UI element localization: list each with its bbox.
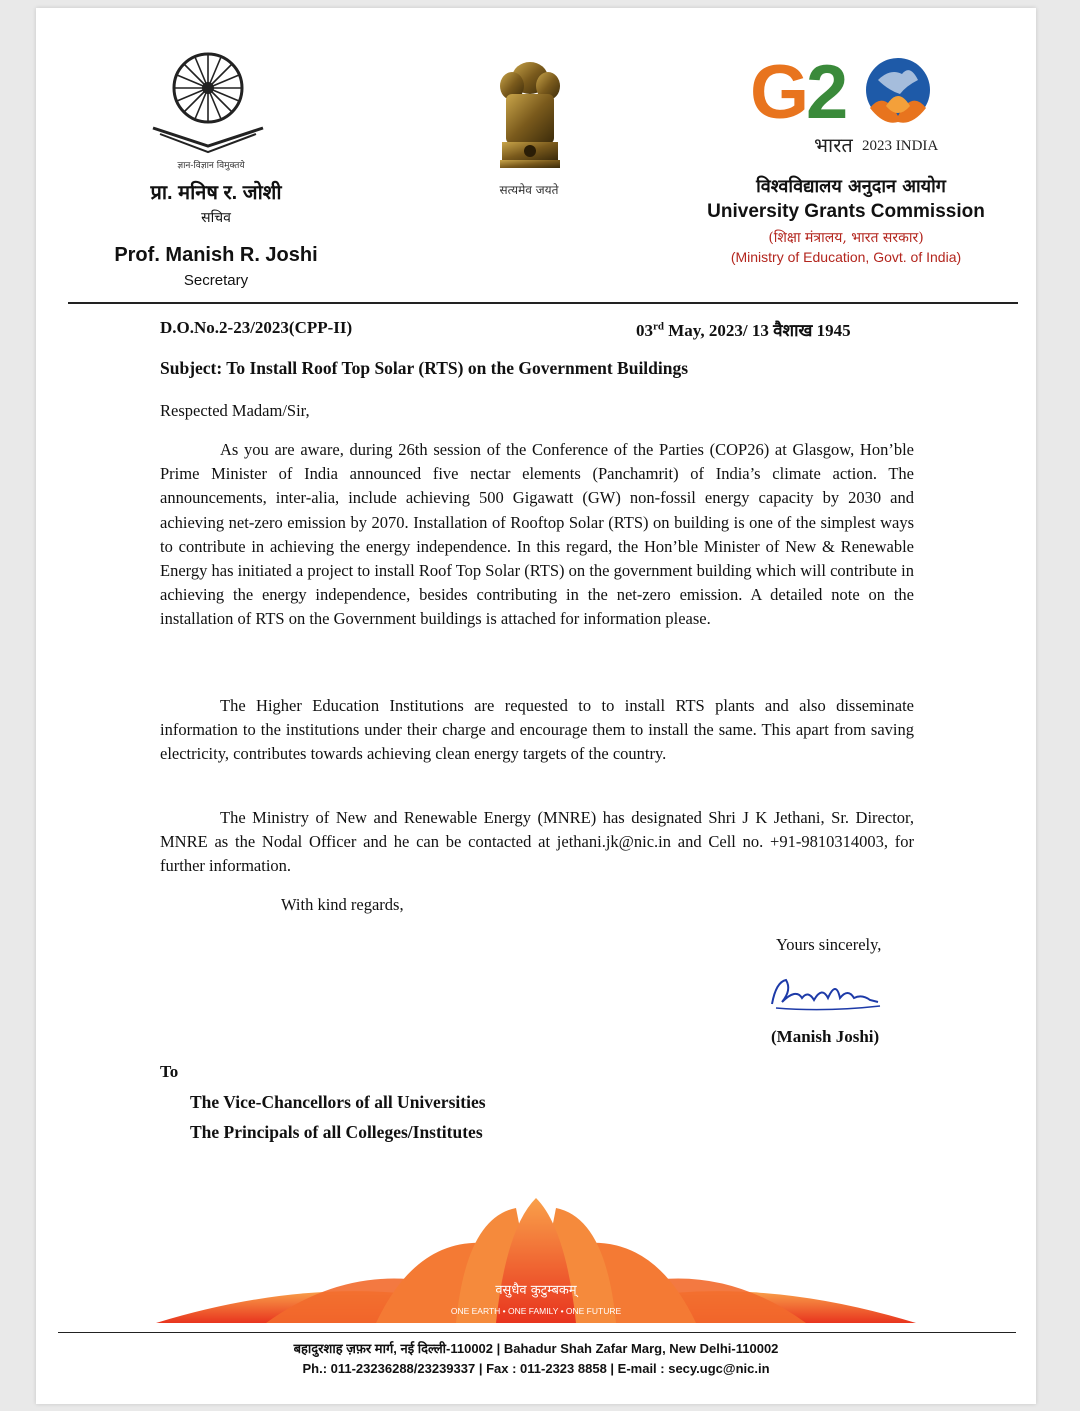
footer-address: बहादुरशाह ज़फ़र मार्ग, नई दिल्ली-110002 | Bahadur Shah Zafar Marg, New Delhi-110002 — [293, 1341, 779, 1356]
body-paragraph: The Higher Education Institutions are requested to to install RTS plants and also disseminate information to the institutions under their charge and encourage them to install the same. This apart from saving electricity, contributes towards achieving clean energy targets of the country. — [160, 696, 914, 764]
letter-page — [36, 8, 1036, 1404]
ministry-name: (Ministry of Education, Govt. of India) — [730, 249, 962, 265]
reference-number: D.O.No.2-23/2023(CPP-II) — [160, 318, 353, 337]
salutation: Respected Madam/Sir, — [160, 401, 310, 420]
ugc-name: University Grants Commission — [707, 201, 985, 222]
footer-contact: Ph.: 011-23236288/23239337 | Fax : 011-2323 8858 | E-mail : secy.ugc@nic.in — [302, 1361, 770, 1376]
ugc-emblem-icon — [148, 46, 268, 156]
secretary-name-hindi: प्रा. मनिष र. जोशी — [150, 182, 282, 204]
svg-text:G: G — [750, 50, 810, 135]
date-rest: May, 2023/ 13 वैशाख 1945 — [664, 321, 851, 340]
body-paragraph: The Ministry of New and Renewable Energy (MNRE) has designated Shri J K Jethani, Sr. Director, MNRE as the Nodal Officer and he can be contacted at jethani.jk@nic.in and Cell no. +91-9810314003, for further information. — [160, 808, 914, 876]
footer-divider — [58, 1332, 1016, 1333]
secretary-title-hindi: सचिव — [201, 209, 231, 225]
signature-icon — [766, 968, 886, 1018]
addressee-line: The Vice-Chancellors of all Universities — [190, 1092, 486, 1112]
secretary-name: Prof. Manish R. Joshi — [114, 244, 318, 266]
letter-date — [636, 318, 851, 341]
signer-name: (Manish Joshi) — [771, 1027, 880, 1046]
ashoka-emblem-icon — [490, 56, 570, 181]
closing-line: Yours sincerely, — [776, 935, 882, 954]
addressee-line: The Principals of all Colleges/Institutes — [190, 1122, 483, 1142]
to-label: To — [160, 1062, 179, 1081]
emblem-caption: ज्ञान-विज्ञान विमुक्तये — [177, 161, 245, 171]
secretary-title: Secretary — [183, 272, 249, 289]
national-motto: सत्यमेव जयते — [499, 183, 559, 197]
lotus-banner-icon — [156, 1198, 916, 1328]
svg-text:2: 2 — [806, 50, 849, 135]
subject-line: Subject: To Install Roof Top Solar (RTS) on the Government Buildings — [160, 358, 689, 378]
date-day: 03 — [636, 321, 653, 340]
g20-logo-icon — [750, 50, 970, 165]
g20-caption: 2023 INDIA — [862, 138, 939, 154]
regards-line: With kind regards, — [281, 895, 404, 914]
ministry-name-hindi: (शिक्षा मंत्रालय, भारत सरकार) — [768, 230, 924, 246]
ugc-name-hindi: विश्वविद्यालय अनुदान आयोग — [756, 176, 946, 197]
g20-caption-hindi: भारत — [814, 133, 853, 157]
date-suffix: rd — [653, 320, 664, 333]
banner-motto: ONE EARTH • ONE FAMILY • ONE FUTURE — [450, 1306, 622, 1316]
banner-motto-hindi: वसुधैव कुटुम्बकम् — [495, 1283, 577, 1298]
body-paragraph: As you are aware, during 26th session of the Conference of the Parties (COP26) at Glasgow, Hon’ble Prime Minister of India announced five nectar elements (Panchamrit) of India’s climate action. The announcements, inter-alia, include achieving 500 Gigawatt (GW) non-fossil energy capacity by 2030 and achieving net-zero emission by 2070. Installation of Rooftop Solar (RTS) on building is one of the simplest ways to contribute in achieving the energy independence. In this regard, the Hon’ble Minister of New & Renewable Energy has initiated a project to install Roof Top Solar (RTS) on the government building which will contribute in achieving the energy independence, besides contributing in the net-zero emission. A detailed note on the installation of RTS on the Government buildings is attached for information please. — [160, 440, 914, 629]
header-divider — [68, 302, 1018, 304]
